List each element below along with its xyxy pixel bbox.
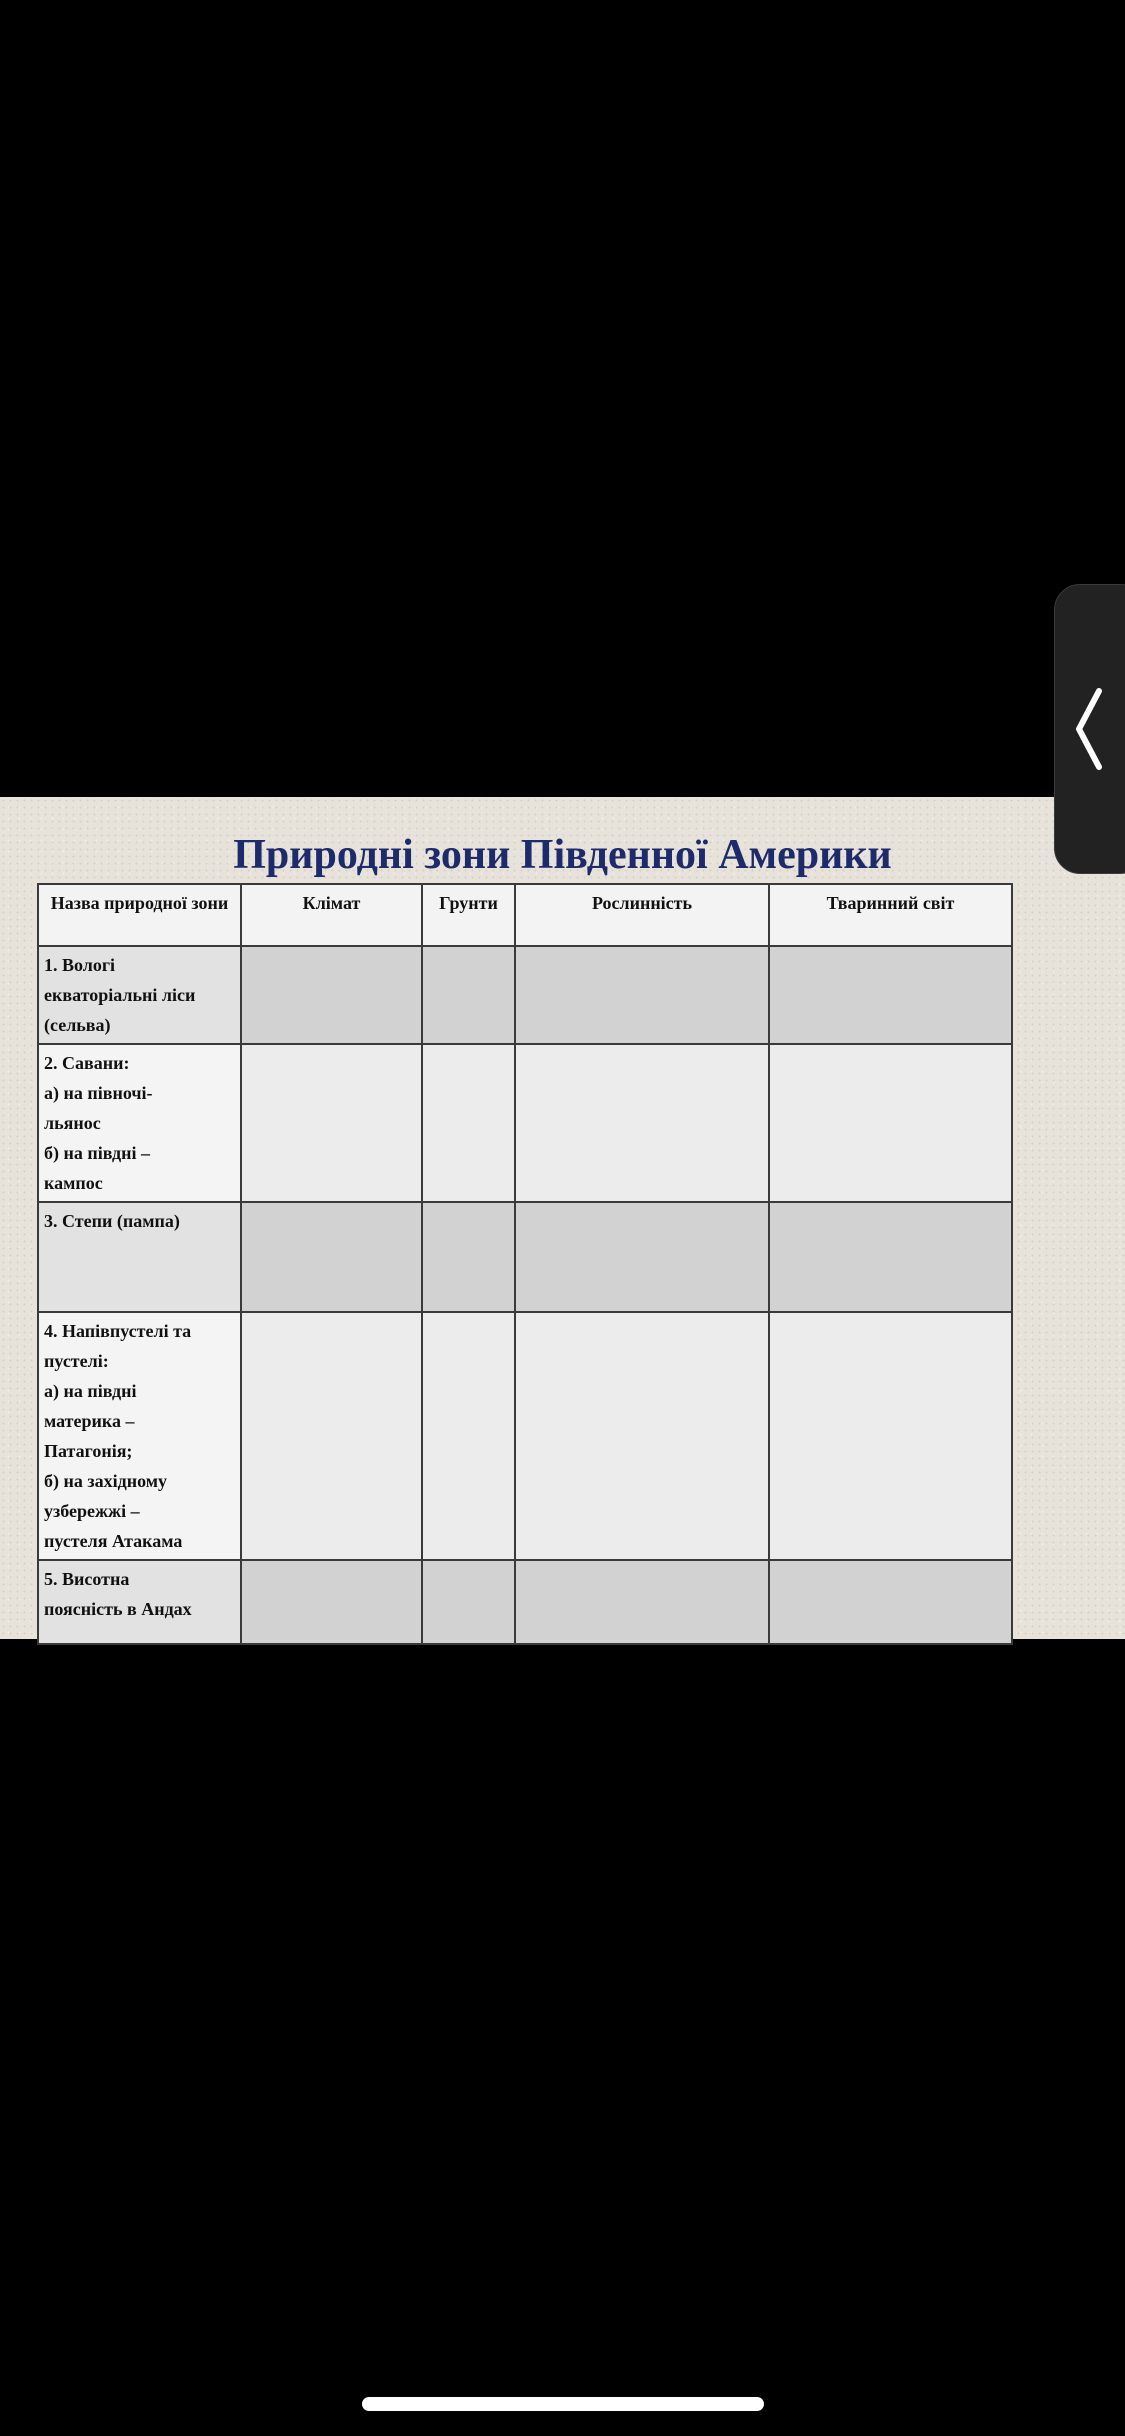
zone-name-cell: 1. Вологі екваторіальні ліси (сельва): [38, 946, 241, 1044]
zone-name-cell: 2. Савани: а) на півночі- льянос б) на півдні – кампос: [38, 1044, 241, 1202]
climate-cell: [241, 946, 422, 1044]
header-soils: Грунти: [422, 884, 515, 946]
table-header-row: [38, 884, 1012, 946]
chevron-left-icon: [1071, 687, 1107, 771]
soils-cell: [422, 1044, 515, 1202]
soils-cell: [422, 1202, 515, 1312]
zone-name-cell: 4. Напівпустелі та пустелі: а) на півдні материка – Патагонія; б) на західному узбережжі – пустеля Атакама: [38, 1312, 241, 1560]
table-row: [38, 1202, 1012, 1312]
vegetation-cell: [515, 946, 769, 1044]
fauna-cell: [769, 1044, 1012, 1202]
fauna-cell: [769, 1560, 1012, 1644]
soils-cell: [422, 946, 515, 1044]
climate-cell: [241, 1202, 422, 1312]
zone-name-cell: 5. Висотна поясність в Андах: [38, 1560, 241, 1644]
header-fauna: Тваринний світ: [769, 884, 1012, 946]
soils-cell: [422, 1312, 515, 1560]
slide-image: [0, 797, 1125, 1639]
zone-name-cell: 3. Степи (пампа): [38, 1202, 241, 1312]
table-row: [38, 1312, 1012, 1560]
header-vegetation: Рослинність: [515, 884, 769, 946]
table-row: [38, 1560, 1012, 1644]
natural-zones-table: [37, 883, 1013, 1645]
fauna-cell: [769, 1202, 1012, 1312]
table-row: [38, 946, 1012, 1044]
vegetation-cell: [515, 1202, 769, 1312]
fauna-cell: [769, 946, 1012, 1044]
home-indicator[interactable]: [362, 2397, 764, 2411]
vegetation-cell: [515, 1044, 769, 1202]
header-zone-name: Назва природної зони: [38, 884, 241, 946]
table-row: [38, 1044, 1012, 1202]
slide-title: Природні зони Південної Америки: [233, 832, 892, 878]
vegetation-cell: [515, 1560, 769, 1644]
soils-cell: [422, 1560, 515, 1644]
header-climate: Клімат: [241, 884, 422, 946]
side-panel-handle[interactable]: [1054, 584, 1125, 874]
climate-cell: [241, 1560, 422, 1644]
climate-cell: [241, 1312, 422, 1560]
fauna-cell: [769, 1312, 1012, 1560]
climate-cell: [241, 1044, 422, 1202]
vegetation-cell: [515, 1312, 769, 1560]
